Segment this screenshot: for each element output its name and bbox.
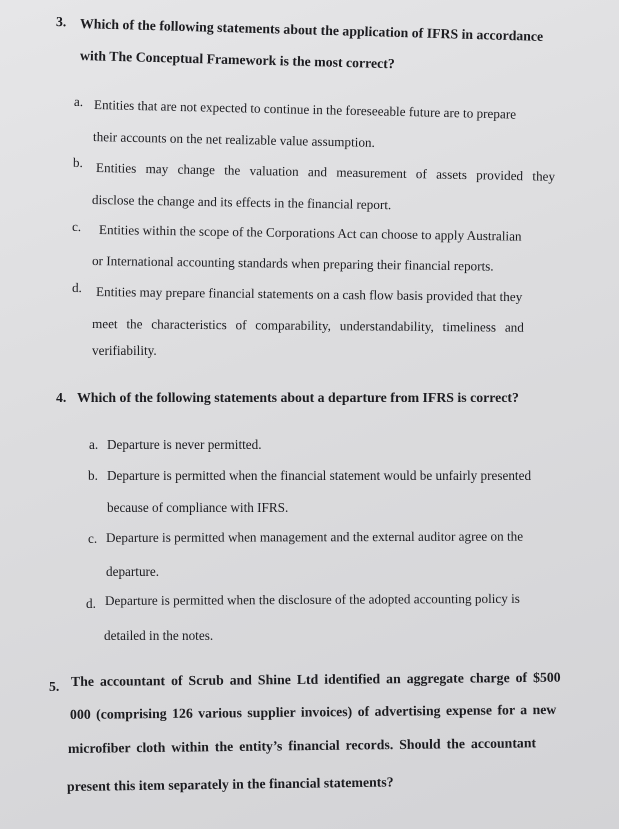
option-letter: b.: [72, 154, 84, 171]
question-stem-line: present this item separately in the financial statements?: [66, 774, 394, 794]
question-stem-line: Which of the following statements about the application of IFRS in accordance: [79, 16, 544, 44]
option-letter: b.: [88, 468, 98, 483]
question-number: 3.: [55, 14, 67, 30]
question-stem-line: The accountant of Scrub and Shine Ltd identified an aggregate charge of $500: [70, 669, 561, 689]
option-text-line: or International accounting standards when preparing their financial reports.: [91, 253, 494, 274]
option-text-line: Departure is permitted when the disclosure of the adopted accounting policy is: [104, 590, 520, 608]
option-letter: d.: [86, 596, 96, 611]
option-letter: a.: [89, 437, 99, 452]
option-text: Entities may change the valuation and measurement of assets provided they: [95, 160, 556, 184]
option-letter: c.: [71, 218, 82, 235]
question-number: 5.: [49, 679, 60, 694]
option-text-line: Departure is never permitted.: [107, 437, 262, 452]
option-text-line: departure.: [106, 564, 160, 579]
option-text-line: Departure is permitted when the financial statement would be unfairly presented: [107, 468, 532, 483]
option-text-line: verifiability.: [92, 343, 157, 358]
option-letter: d.: [71, 279, 82, 296]
option-text-line: because of compliance with IFRS.: [107, 500, 289, 515]
question-stem-line: with The Conceptual Framework is the most correct?: [79, 48, 395, 72]
question-number: 4.: [56, 390, 67, 405]
question-stem-line: microfiber cloth within the entity’s financial records. Should the accountant: [67, 735, 537, 756]
option-text-line: meet the characteristics of comparability, understandability, timeliness and: [91, 316, 524, 335]
option-text-line: their accounts on the net realizable value assumption.: [92, 129, 376, 150]
option-text-line: detailed in the notes.: [104, 628, 214, 643]
question-stem-line: Which of the following statements about a departure from IFRS is correct?: [77, 390, 519, 405]
option-text-line: [95, 160, 556, 184]
option-letter: c.: [88, 531, 98, 546]
option-text-line: disclose the change and its effects in the financial report.: [91, 192, 392, 213]
option-text-line: Entities within the scope of the Corporations Act can choose to apply Australian: [98, 222, 522, 244]
option-text-line: Entities may prepare financial statements on a cash flow basis provided that they: [95, 284, 523, 305]
option-text-line: Entities that are not expected to continue in the foreseeable future are to prepare: [93, 97, 517, 122]
option-letter: a.: [73, 93, 84, 110]
option-text-line: Departure is permitted when management and the external auditor agree on the: [105, 528, 524, 545]
question-stem-line: 000 (comprising 126 various supplier invoices) of advertising expense for a new: [69, 701, 557, 722]
